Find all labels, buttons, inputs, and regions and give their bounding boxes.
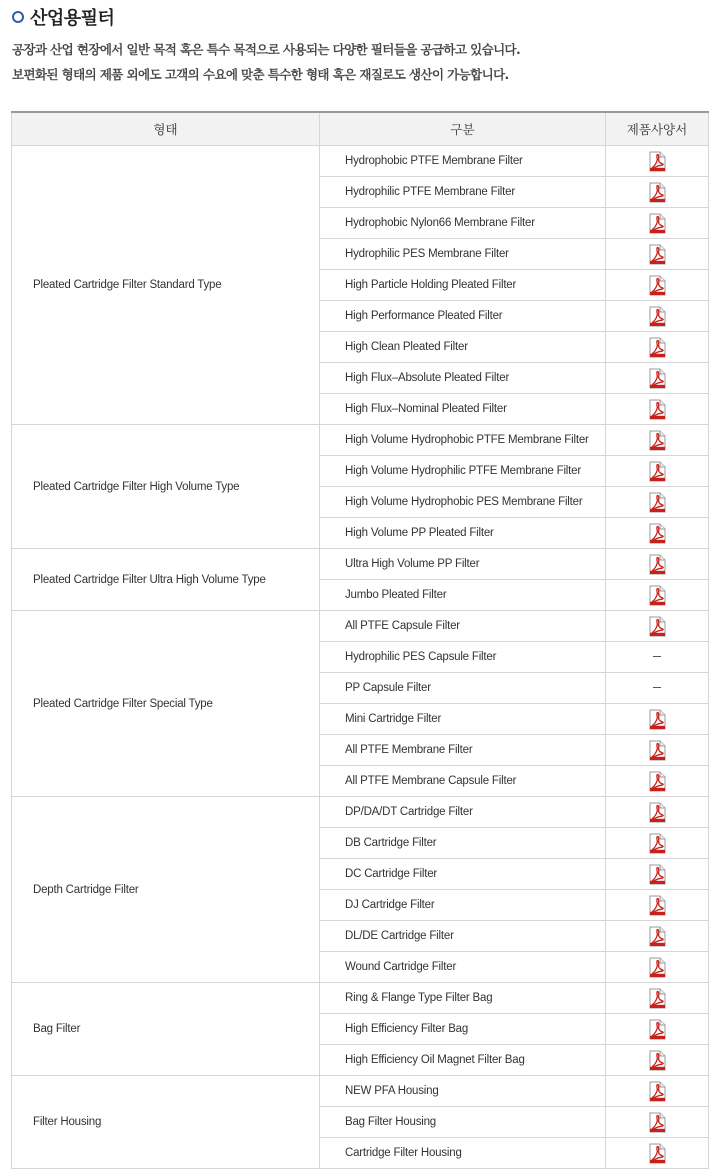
spec-sheet-cell (606, 921, 709, 952)
filter-name-cell: DP/DA/DT Cartridge Filter (320, 797, 606, 828)
filter-name-cell: Ring & Flange Type Filter Bag (320, 983, 606, 1014)
spec-sheet-cell (606, 766, 709, 797)
spec-sheet-cell (606, 239, 709, 270)
spec-sheet-cell (606, 146, 709, 177)
spec-sheet-cell (606, 208, 709, 239)
header-category: 구분 (320, 112, 606, 146)
page-description (12, 37, 712, 87)
spec-sheet-cell (606, 735, 709, 766)
pdf-icon[interactable] (649, 306, 666, 327)
pdf-icon[interactable] (649, 709, 666, 730)
filter-type-cell: Pleated Cartridge Filter Standard Type (12, 146, 320, 425)
description-line-2: 보편화된 형태의 제품 외에도 고객의 수요에 맞춘 특수한 형태 혹은 재질로도 생산이 가능합니다. (12, 67, 509, 82)
pdf-icon[interactable] (649, 802, 666, 823)
filter-name-cell: Wound Cartridge Filter (320, 952, 606, 983)
spec-sheet-cell (606, 1045, 709, 1076)
filter-name-cell: High Clean Pleated Filter (320, 332, 606, 363)
filter-name-cell: PP Capsule Filter (320, 673, 606, 704)
pdf-icon[interactable] (649, 988, 666, 1009)
filter-type-cell: Bag Filter (12, 983, 320, 1076)
filter-name-cell: DC Cartridge Filter (320, 859, 606, 890)
filter-name-cell: High Volume PP Pleated Filter (320, 518, 606, 549)
pdf-icon[interactable] (649, 151, 666, 172)
spec-sheet-cell (606, 270, 709, 301)
spec-sheet-cell (606, 425, 709, 456)
filter-name-cell: Cartridge Filter Housing (320, 1138, 606, 1169)
filter-name-cell: High Efficiency Filter Bag (320, 1014, 606, 1045)
table-row (12, 549, 709, 580)
filter-name-cell: Hydrophilic PES Membrane Filter (320, 239, 606, 270)
spec-sheet-cell (606, 580, 709, 611)
pdf-icon[interactable] (649, 337, 666, 358)
spec-sheet-cell (606, 456, 709, 487)
no-spec-dash (653, 687, 661, 688)
filter-name-cell: Ultra High Volume PP Filter (320, 549, 606, 580)
pdf-icon[interactable] (649, 864, 666, 885)
spec-sheet-cell (606, 1107, 709, 1138)
pdf-icon[interactable] (649, 182, 666, 203)
pdf-icon[interactable] (649, 771, 666, 792)
pdf-icon[interactable] (649, 492, 666, 513)
spec-sheet-cell (606, 1076, 709, 1107)
spec-sheet-cell (606, 642, 709, 673)
header-type: 형태 (12, 112, 320, 146)
header-spec: 제품사양서 (606, 112, 709, 146)
spec-sheet-cell (606, 611, 709, 642)
spec-sheet-cell (606, 828, 709, 859)
filter-name-cell: High Efficiency Oil Magnet Filter Bag (320, 1045, 606, 1076)
pdf-icon[interactable] (649, 957, 666, 978)
table-row (12, 425, 709, 456)
pdf-icon[interactable] (649, 275, 666, 296)
filter-name-cell: DL/DE Cartridge Filter (320, 921, 606, 952)
pdf-icon[interactable] (649, 833, 666, 854)
pdf-icon[interactable] (649, 1081, 666, 1102)
table-body (12, 146, 709, 1169)
table-row (12, 146, 709, 177)
pdf-icon[interactable] (649, 523, 666, 544)
table-header-row (12, 112, 709, 146)
spec-sheet-cell (606, 1014, 709, 1045)
spec-sheet-cell (606, 332, 709, 363)
filter-name-cell: High Flux–Absolute Pleated Filter (320, 363, 606, 394)
table-row (12, 1076, 709, 1107)
filter-name-cell: All PTFE Membrane Capsule Filter (320, 766, 606, 797)
pdf-icon[interactable] (649, 430, 666, 451)
pdf-icon[interactable] (649, 399, 666, 420)
filter-name-cell: All PTFE Capsule Filter (320, 611, 606, 642)
filter-type-cell: Pleated Cartridge Filter Ultra High Volume Type (12, 549, 320, 611)
spec-sheet-cell (606, 487, 709, 518)
page-title-row (12, 4, 114, 30)
filter-type-cell: Depth Cartridge Filter (12, 797, 320, 983)
filter-name-cell: Bag Filter Housing (320, 1107, 606, 1138)
spec-sheet-cell (606, 704, 709, 735)
spec-sheet-cell (606, 1138, 709, 1169)
table-row (12, 983, 709, 1014)
table-row (12, 797, 709, 828)
filter-name-cell: High Performance Pleated Filter (320, 301, 606, 332)
filter-name-cell: NEW PFA Housing (320, 1076, 606, 1107)
spec-sheet-cell (606, 952, 709, 983)
filter-type-cell: Pleated Cartridge Filter Special Type (12, 611, 320, 797)
spec-sheet-cell (606, 549, 709, 580)
pdf-icon[interactable] (649, 244, 666, 265)
spec-sheet-cell (606, 797, 709, 828)
spec-sheet-cell (606, 177, 709, 208)
pdf-icon[interactable] (649, 585, 666, 606)
pdf-icon[interactable] (649, 368, 666, 389)
pdf-icon[interactable] (649, 1143, 666, 1164)
pdf-icon[interactable] (649, 1050, 666, 1071)
filter-name-cell: Mini Cartridge Filter (320, 704, 606, 735)
filter-name-cell: High Particle Holding Pleated Filter (320, 270, 606, 301)
filter-name-cell: Hydrophilic PES Capsule Filter (320, 642, 606, 673)
filter-name-cell: Hydrophobic PTFE Membrane Filter (320, 146, 606, 177)
pdf-icon[interactable] (649, 616, 666, 637)
filter-type-cell: Pleated Cartridge Filter High Volume Type (12, 425, 320, 549)
pdf-icon[interactable] (649, 1019, 666, 1040)
description-line-1: 공장과 산업 현장에서 일반 목적 혹은 특수 목적으로 사용되는 다양한 필터들을 공급하고 있습니다. (12, 42, 521, 57)
spec-sheet-cell (606, 890, 709, 921)
spec-sheet-cell (606, 518, 709, 549)
pdf-icon[interactable] (649, 926, 666, 947)
spec-sheet-cell (606, 859, 709, 890)
circle-bullet-icon (12, 11, 24, 23)
filter-name-cell: Hydrophobic Nylon66 Membrane Filter (320, 208, 606, 239)
no-spec-dash (653, 656, 661, 657)
pdf-icon[interactable] (649, 461, 666, 482)
filter-name-cell: High Volume Hydrophilic PTFE Membrane Filter (320, 456, 606, 487)
table-row (12, 611, 709, 642)
filter-name-cell: DJ Cartridge Filter (320, 890, 606, 921)
filter-name-cell: High Volume Hydrophobic PES Membrane Filter (320, 487, 606, 518)
spec-sheet-cell (606, 673, 709, 704)
pdf-icon[interactable] (649, 740, 666, 761)
product-table (11, 111, 709, 1169)
spec-sheet-cell (606, 983, 709, 1014)
spec-sheet-cell (606, 363, 709, 394)
filter-name-cell: All PTFE Membrane Filter (320, 735, 606, 766)
pdf-icon[interactable] (649, 895, 666, 916)
filter-name-cell: DB Cartridge Filter (320, 828, 606, 859)
filter-name-cell: High Volume Hydrophobic PTFE Membrane Filter (320, 425, 606, 456)
spec-sheet-cell (606, 394, 709, 425)
filter-name-cell: High Flux–Nominal Pleated Filter (320, 394, 606, 425)
filter-name-cell: Hydrophilic PTFE Membrane Filter (320, 177, 606, 208)
pdf-icon[interactable] (649, 554, 666, 575)
pdf-icon[interactable] (649, 213, 666, 234)
page-title: 산업용필터 (30, 8, 115, 29)
filter-name-cell: Jumbo Pleated Filter (320, 580, 606, 611)
filter-type-cell: Filter Housing (12, 1076, 320, 1169)
spec-sheet-cell (606, 301, 709, 332)
pdf-icon[interactable] (649, 1112, 666, 1133)
